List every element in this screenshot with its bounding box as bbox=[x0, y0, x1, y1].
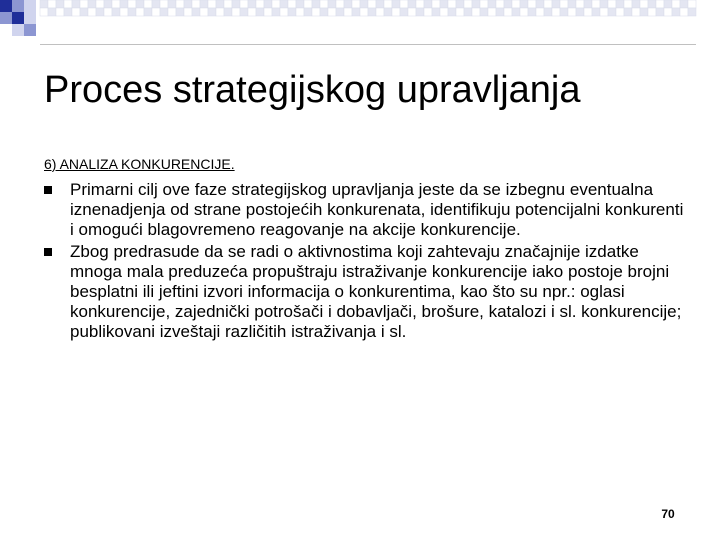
checker-cell bbox=[456, 8, 464, 16]
bullet-list bbox=[44, 180, 684, 344]
checker-cell bbox=[656, 0, 664, 8]
checker-cell bbox=[432, 8, 440, 16]
deco-square-mid-2 bbox=[0, 12, 12, 24]
square-bullet-icon bbox=[44, 248, 52, 256]
checker-cell bbox=[152, 0, 160, 8]
checker-cell bbox=[416, 8, 424, 16]
checker-cell bbox=[504, 8, 512, 16]
checker-cell bbox=[536, 8, 544, 16]
checker-cell bbox=[512, 8, 520, 16]
title-divider bbox=[40, 44, 696, 45]
checker-cell bbox=[544, 8, 552, 16]
checker-cell bbox=[624, 8, 632, 16]
checker-cell bbox=[616, 0, 624, 8]
checker-cell bbox=[552, 0, 560, 8]
checker-cell bbox=[400, 8, 408, 16]
checker-cell bbox=[288, 8, 296, 16]
checker-cell bbox=[48, 0, 56, 8]
checker-cell bbox=[392, 0, 400, 8]
checker-cell bbox=[424, 8, 432, 16]
checker-cell bbox=[208, 0, 216, 8]
checker-cell bbox=[304, 8, 312, 16]
checker-cell bbox=[464, 8, 472, 16]
checker-cell bbox=[376, 0, 384, 8]
checker-cell bbox=[448, 8, 456, 16]
checker-cell bbox=[136, 8, 144, 16]
checker-cell bbox=[168, 8, 176, 16]
checker-cell bbox=[360, 8, 368, 16]
checker-cell bbox=[120, 8, 128, 16]
checker-cell bbox=[120, 0, 128, 8]
checker-cell bbox=[528, 8, 536, 16]
checker-cell bbox=[176, 8, 184, 16]
checker-cell bbox=[112, 8, 120, 16]
checker-cell bbox=[64, 0, 72, 8]
checker-cell bbox=[72, 0, 80, 8]
checker-cell bbox=[584, 8, 592, 16]
checker-cell bbox=[560, 0, 568, 8]
page-number: 70 bbox=[661, 507, 675, 521]
checker-cell bbox=[408, 8, 416, 16]
checker-cell bbox=[664, 8, 672, 16]
checker-cell bbox=[632, 8, 640, 16]
checker-cell bbox=[144, 8, 152, 16]
checker-cell bbox=[520, 8, 528, 16]
checker-cell bbox=[136, 0, 144, 8]
checker-cell bbox=[128, 8, 136, 16]
checker-cell bbox=[560, 8, 568, 16]
deco-square-mid-3 bbox=[24, 24, 36, 36]
checker-cell bbox=[320, 8, 328, 16]
checker-cell bbox=[384, 0, 392, 8]
checker-cell bbox=[328, 8, 336, 16]
deco-square-light-1 bbox=[24, 0, 36, 12]
checker-cell bbox=[624, 0, 632, 8]
checker-cell bbox=[680, 0, 688, 8]
checker-cell bbox=[616, 8, 624, 16]
checker-cell bbox=[352, 0, 360, 8]
checker-cell bbox=[656, 8, 664, 16]
checker-cell bbox=[280, 0, 288, 8]
checker-cell bbox=[296, 8, 304, 16]
checker-cell bbox=[248, 8, 256, 16]
checker-cell bbox=[608, 0, 616, 8]
section-subtitle: 6) ANALIZA KONKURENCIJE. bbox=[44, 156, 235, 172]
checker-cell bbox=[192, 0, 200, 8]
checker-cell bbox=[232, 0, 240, 8]
checker-cell bbox=[48, 8, 56, 16]
deco-square-mid-1 bbox=[12, 0, 24, 12]
checker-cell bbox=[368, 8, 376, 16]
checker-cell bbox=[384, 8, 392, 16]
checker-cell bbox=[664, 0, 672, 8]
checker-cell bbox=[216, 8, 224, 16]
checker-cell bbox=[104, 0, 112, 8]
checker-cell bbox=[360, 0, 368, 8]
checker-cell bbox=[288, 0, 296, 8]
deco-square-dark-1 bbox=[0, 0, 12, 12]
bullet-item-1 bbox=[44, 180, 684, 240]
checker-cell bbox=[440, 8, 448, 16]
checker-cell bbox=[280, 8, 288, 16]
checker-cell bbox=[264, 0, 272, 8]
checker-cell bbox=[232, 8, 240, 16]
checker-cell bbox=[608, 8, 616, 16]
checker-cell bbox=[592, 8, 600, 16]
checker-cell bbox=[440, 0, 448, 8]
checker-cell bbox=[80, 0, 88, 8]
checker-cell bbox=[224, 8, 232, 16]
checker-cell bbox=[112, 0, 120, 8]
checker-cell bbox=[472, 0, 480, 8]
checkered-band bbox=[36, 0, 696, 16]
checker-cell bbox=[424, 0, 432, 8]
checker-cell bbox=[584, 0, 592, 8]
checker-cell bbox=[248, 0, 256, 8]
checker-cell bbox=[344, 8, 352, 16]
checker-cell bbox=[240, 8, 248, 16]
checker-cell bbox=[576, 8, 584, 16]
square-bullet-icon bbox=[44, 186, 52, 194]
checker-cell bbox=[40, 8, 48, 16]
checker-cell bbox=[472, 8, 480, 16]
checker-cell bbox=[72, 8, 80, 16]
checker-cell bbox=[272, 8, 280, 16]
checker-cell bbox=[496, 0, 504, 8]
checker-cell bbox=[312, 0, 320, 8]
checker-cell bbox=[200, 8, 208, 16]
checker-cell bbox=[504, 0, 512, 8]
checker-cell bbox=[672, 8, 680, 16]
checker-cell bbox=[168, 0, 176, 8]
bullet-text-2: Zbog predrasude da se radi o aktivnostima koji zahtevaju značajnije izdatke mnoga mala preduzeća propuštraju istraživanje konkurencije iako postoje brojni besplatni ili jeftini izvori informacija o konkurentima, kao što su npr.: oglasi konkurencije, zajednički potrošači i dobavljači, brošure, katalozi i sl. konkurencije; publikovani izveštaji različitih istraživanja i sl. bbox=[70, 242, 682, 341]
slide-title: Proces strategijskog upravljanja bbox=[44, 69, 581, 111]
checker-cell bbox=[688, 8, 696, 16]
checker-cell bbox=[96, 0, 104, 8]
checker-cell bbox=[304, 0, 312, 8]
checker-cell bbox=[480, 8, 488, 16]
checker-cell bbox=[128, 0, 136, 8]
checker-cell bbox=[416, 0, 424, 8]
checker-cell bbox=[160, 0, 168, 8]
checker-cell bbox=[448, 0, 456, 8]
checker-cell bbox=[488, 0, 496, 8]
checker-cell bbox=[520, 0, 528, 8]
checker-cell bbox=[80, 8, 88, 16]
checker-cell bbox=[160, 8, 168, 16]
checker-cell bbox=[184, 0, 192, 8]
checker-cell bbox=[56, 8, 64, 16]
checker-cell bbox=[632, 0, 640, 8]
checker-cell bbox=[176, 0, 184, 8]
checker-cell bbox=[480, 0, 488, 8]
checker-cell bbox=[208, 8, 216, 16]
checker-cell bbox=[192, 8, 200, 16]
checker-cell bbox=[64, 8, 72, 16]
checker-cell bbox=[672, 0, 680, 8]
checker-cell bbox=[328, 0, 336, 8]
checker-cell bbox=[352, 8, 360, 16]
checker-cell bbox=[648, 0, 656, 8]
checker-cell bbox=[432, 0, 440, 8]
checker-cell bbox=[640, 0, 648, 8]
checker-cell bbox=[200, 0, 208, 8]
checker-cell bbox=[256, 8, 264, 16]
checker-cell bbox=[88, 0, 96, 8]
checker-cell bbox=[456, 0, 464, 8]
checker-cell bbox=[576, 0, 584, 8]
checker-cell bbox=[600, 0, 608, 8]
checker-cell bbox=[688, 0, 696, 8]
checker-cell bbox=[320, 0, 328, 8]
checker-cell bbox=[336, 8, 344, 16]
checker-cell bbox=[240, 0, 248, 8]
checker-cell bbox=[400, 0, 408, 8]
checker-cell bbox=[392, 8, 400, 16]
checker-cell bbox=[640, 8, 648, 16]
checker-cell bbox=[184, 8, 192, 16]
checker-cell bbox=[216, 0, 224, 8]
checker-cell bbox=[680, 8, 688, 16]
checker-cell bbox=[408, 0, 416, 8]
checker-cell bbox=[104, 8, 112, 16]
checker-cell bbox=[296, 0, 304, 8]
deco-square-light-2 bbox=[24, 12, 36, 24]
checker-cell bbox=[40, 0, 48, 8]
checker-cell bbox=[568, 0, 576, 8]
checker-cell bbox=[544, 0, 552, 8]
checker-cell bbox=[512, 0, 520, 8]
checker-cell bbox=[144, 0, 152, 8]
checker-cell bbox=[648, 8, 656, 16]
checker-cell bbox=[256, 0, 264, 8]
checker-cell bbox=[264, 8, 272, 16]
checker-cell bbox=[376, 8, 384, 16]
checker-cell bbox=[312, 8, 320, 16]
checker-cell bbox=[224, 0, 232, 8]
checker-cell bbox=[368, 0, 376, 8]
checker-cell bbox=[488, 8, 496, 16]
checker-cell bbox=[344, 0, 352, 8]
checker-cell bbox=[496, 8, 504, 16]
header-decoration bbox=[0, 0, 720, 40]
checker-cell bbox=[464, 0, 472, 8]
checker-cell bbox=[96, 8, 104, 16]
deco-square-dark-2 bbox=[12, 12, 24, 24]
checker-cell bbox=[528, 0, 536, 8]
bullet-text-1: Primarni cilj ove faze strategijskog upravljanja jeste da se izbegnu eventualna iznenadjenja od strane postojećih konkurenata, identifikuju potencijalni konkurenti i omogući blagovremeno reagovanje na akcije konkurencije. bbox=[70, 180, 684, 239]
deco-square-light-3 bbox=[12, 24, 24, 36]
checker-cell bbox=[552, 8, 560, 16]
checker-cell bbox=[88, 8, 96, 16]
checker-cell bbox=[152, 8, 160, 16]
checker-cell bbox=[568, 8, 576, 16]
bullet-item-2 bbox=[44, 242, 684, 342]
checker-cell bbox=[272, 0, 280, 8]
checker-cell bbox=[536, 0, 544, 8]
checker-cell bbox=[592, 0, 600, 8]
checker-cell bbox=[336, 0, 344, 8]
checker-cell bbox=[56, 0, 64, 8]
checker-cell bbox=[600, 8, 608, 16]
